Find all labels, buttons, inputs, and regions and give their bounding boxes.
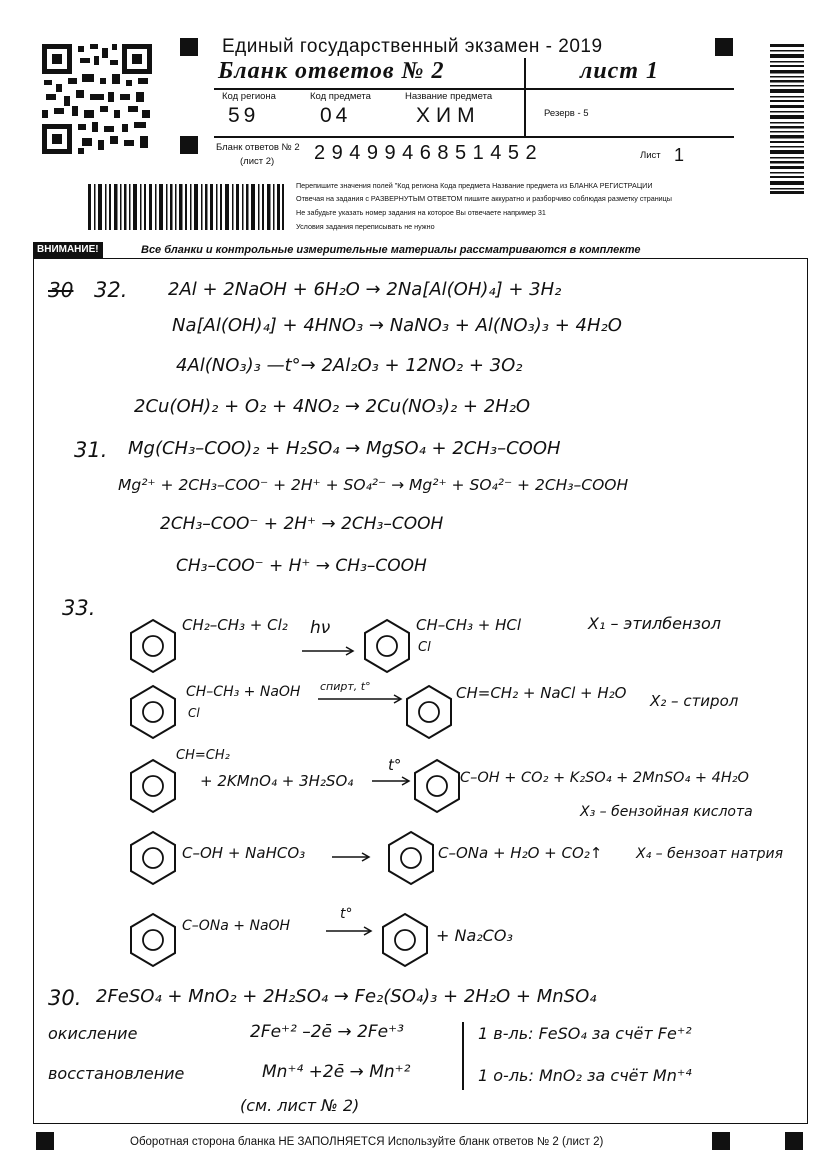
formula: C–OH + CO₂ + K₂SO₄ + 2MnSO₄ + 4H₂O (460, 770, 749, 786)
benzene-ring (362, 618, 412, 674)
balance-note: 1 в-ль: FeSO₄ за счёт Fe⁺² (478, 1024, 692, 1043)
formula: CH=CH₂ + NaCl + H₂O (456, 684, 627, 702)
subject-name-value: ХИМ (416, 104, 481, 127)
equation: Mg(CH₃–COO)₂ + H₂SO₄ → MgSO₄ + 2CH₃–COOH (128, 438, 561, 459)
reaction-condition: спирт, t° (320, 680, 371, 693)
half-reaction: Mn⁺⁴ +2ē → Mn⁺² (262, 1062, 411, 1082)
half-reaction-label: окисление (48, 1024, 138, 1043)
equation: 2CH₃–COO⁻ + 2H⁺ → 2CH₃–COOH (160, 514, 444, 534)
divider (524, 58, 526, 136)
divider (214, 88, 734, 90)
equation: 4Al(NO₃)₃ —t°→ 2Al₂O₃ + 12NO₂ + 3O₂ (176, 355, 523, 376)
arrow-icon (318, 694, 404, 704)
reaction-condition: t° (388, 756, 402, 774)
benzene-ring (128, 618, 178, 674)
formula: C–OH + NaHCO₃ (182, 844, 306, 862)
corner-marker (712, 1132, 730, 1150)
equation: 2FeSO₄ + MnO₂ + 2H₂SO₄ → Fe₂(SO₄)₃ + 2H₂O + MnSO₄ (96, 986, 597, 1007)
benzene-ring (380, 912, 430, 968)
warning-text: Все бланки и контрольные измерительные материалы рассматриваются в комплекте (141, 244, 641, 256)
substance-note: X₃ – бензойная кислота (580, 804, 753, 820)
continuation-note: (см. лист № 2) (240, 1096, 360, 1115)
half-reaction: 2Fe⁺² –2ē → 2Fe⁺³ (250, 1022, 404, 1042)
form-no-label: Бланк ответов № 2 (216, 142, 300, 153)
region-value: 59 (228, 104, 260, 127)
divider (462, 1022, 464, 1090)
task-number: 30. (48, 986, 82, 1010)
benzene-ring (412, 758, 462, 814)
equation: CH₃–COO⁻ + H⁺ → CH₃–COOH (176, 556, 427, 576)
formula: C–ONa + NaOH (182, 918, 291, 934)
formula: CH–CH₃ + HCl (416, 616, 522, 634)
equation: Na[Al(OH)₄] + 4HNO₃ → NaNO₃ + Al(NO₃)₃ + 4H₂O (172, 315, 622, 336)
divider (214, 136, 734, 138)
benzene-ring (128, 758, 178, 814)
exam-title: Единый государственный экзамен - 2019 (222, 36, 603, 57)
reserve: Резерв - 5 (544, 108, 589, 119)
form-no-sub: (лист 2) (240, 156, 275, 167)
instruction-line: Не забудьте указать номер задания на которое Вы отвечаете например 31 (296, 208, 546, 217)
substance-note: X₄ – бензоат натрия (636, 846, 783, 862)
corner-marker (180, 38, 198, 56)
reaction-condition: t° (340, 906, 353, 922)
arrow-icon (372, 776, 412, 786)
substance-note: X₂ – стирол (650, 692, 739, 710)
formula: CH–CH₃ + NaOH (186, 684, 301, 700)
formula: C–ONa + H₂O + CO₂↑ (438, 844, 603, 862)
corner-marker (785, 1132, 803, 1150)
equation: Mg²⁺ + 2CH₃–COO⁻ + 2H⁺ + SO₄²⁻ → Mg²⁺ + SO₄²⁻ + 2CH₃–COOH (118, 476, 629, 494)
arrow-icon (332, 852, 372, 862)
corner-marker (36, 1132, 54, 1150)
arrow-icon (302, 646, 356, 656)
instruction-line: Условия задания переписывать не нужно (296, 222, 435, 231)
formula: CH=CH₂ (176, 748, 230, 763)
formula: CH₂–CH₃ + Cl₂ (182, 616, 288, 634)
benzene-ring (386, 830, 436, 886)
struck-number: 30 (48, 278, 74, 302)
corner-marker (180, 136, 198, 154)
formula: + 2KMnO₄ + 3H₂SO₄ (200, 772, 354, 790)
formula: Cl (418, 640, 431, 655)
instruction-line: Перепишите значения полей "Код региона Кода предмета Название предмета из БЛАНКА РЕГИСТРАЦИИ (296, 181, 653, 190)
form-title: Бланк ответов № 2 (218, 58, 445, 84)
footer-note: Оборотная сторона бланка НЕ ЗАПОЛНЯЕТСЯ Используйте бланк ответов № 2 (лист 2) (130, 1136, 604, 1148)
benzene-ring (128, 912, 178, 968)
warning-label: ВНИМАНИЕ! (33, 242, 103, 258)
half-reaction-label: восстановление (48, 1064, 185, 1083)
substance-note: X₁ – этилбензол (588, 614, 721, 633)
balance-note: 1 о-ль: MnO₂ за счёт Mn⁺⁴ (478, 1066, 692, 1085)
subject-code-value: 04 (320, 104, 352, 127)
sheet-title: лист 1 (580, 58, 659, 84)
instruction-line: Отвечая на задания с РАЗВЕРНУТЫМ ОТВЕТОМ пишите аккуратно и разборчиво соблюдая разметку страницы (296, 194, 672, 203)
task-number: 32. (94, 278, 128, 302)
barcode (770, 44, 804, 194)
equation: 2Al + 2NaOH + 6H₂O → 2Na[Al(OH)₄] + 3H₂ (168, 279, 562, 300)
warning-bar (33, 242, 809, 258)
region-label: Код региона (222, 91, 276, 102)
sheet-value: 1 (674, 145, 685, 165)
formula: Cl (188, 706, 200, 720)
form-number: 2949946851452 (314, 142, 544, 164)
subject-code-label: Код предмета (310, 91, 371, 102)
qr-code (42, 44, 152, 154)
benzene-ring (128, 684, 178, 740)
equation: 2Cu(OH)₂ + O₂ + 4NO₂ → 2Cu(NO₃)₂ + 2H₂O (134, 396, 531, 417)
formula: + Na₂CO₃ (436, 926, 513, 945)
barcode (88, 184, 284, 230)
corner-marker (715, 38, 733, 56)
arrow-icon (326, 926, 374, 936)
benzene-ring (128, 830, 178, 886)
sheet-label: Лист (640, 150, 661, 161)
subject-name-label: Название предмета (405, 91, 493, 102)
reaction-condition: hν (310, 618, 331, 638)
benzene-ring (404, 684, 454, 740)
task-number: 33. (62, 596, 96, 620)
task-number: 31. (74, 438, 108, 462)
